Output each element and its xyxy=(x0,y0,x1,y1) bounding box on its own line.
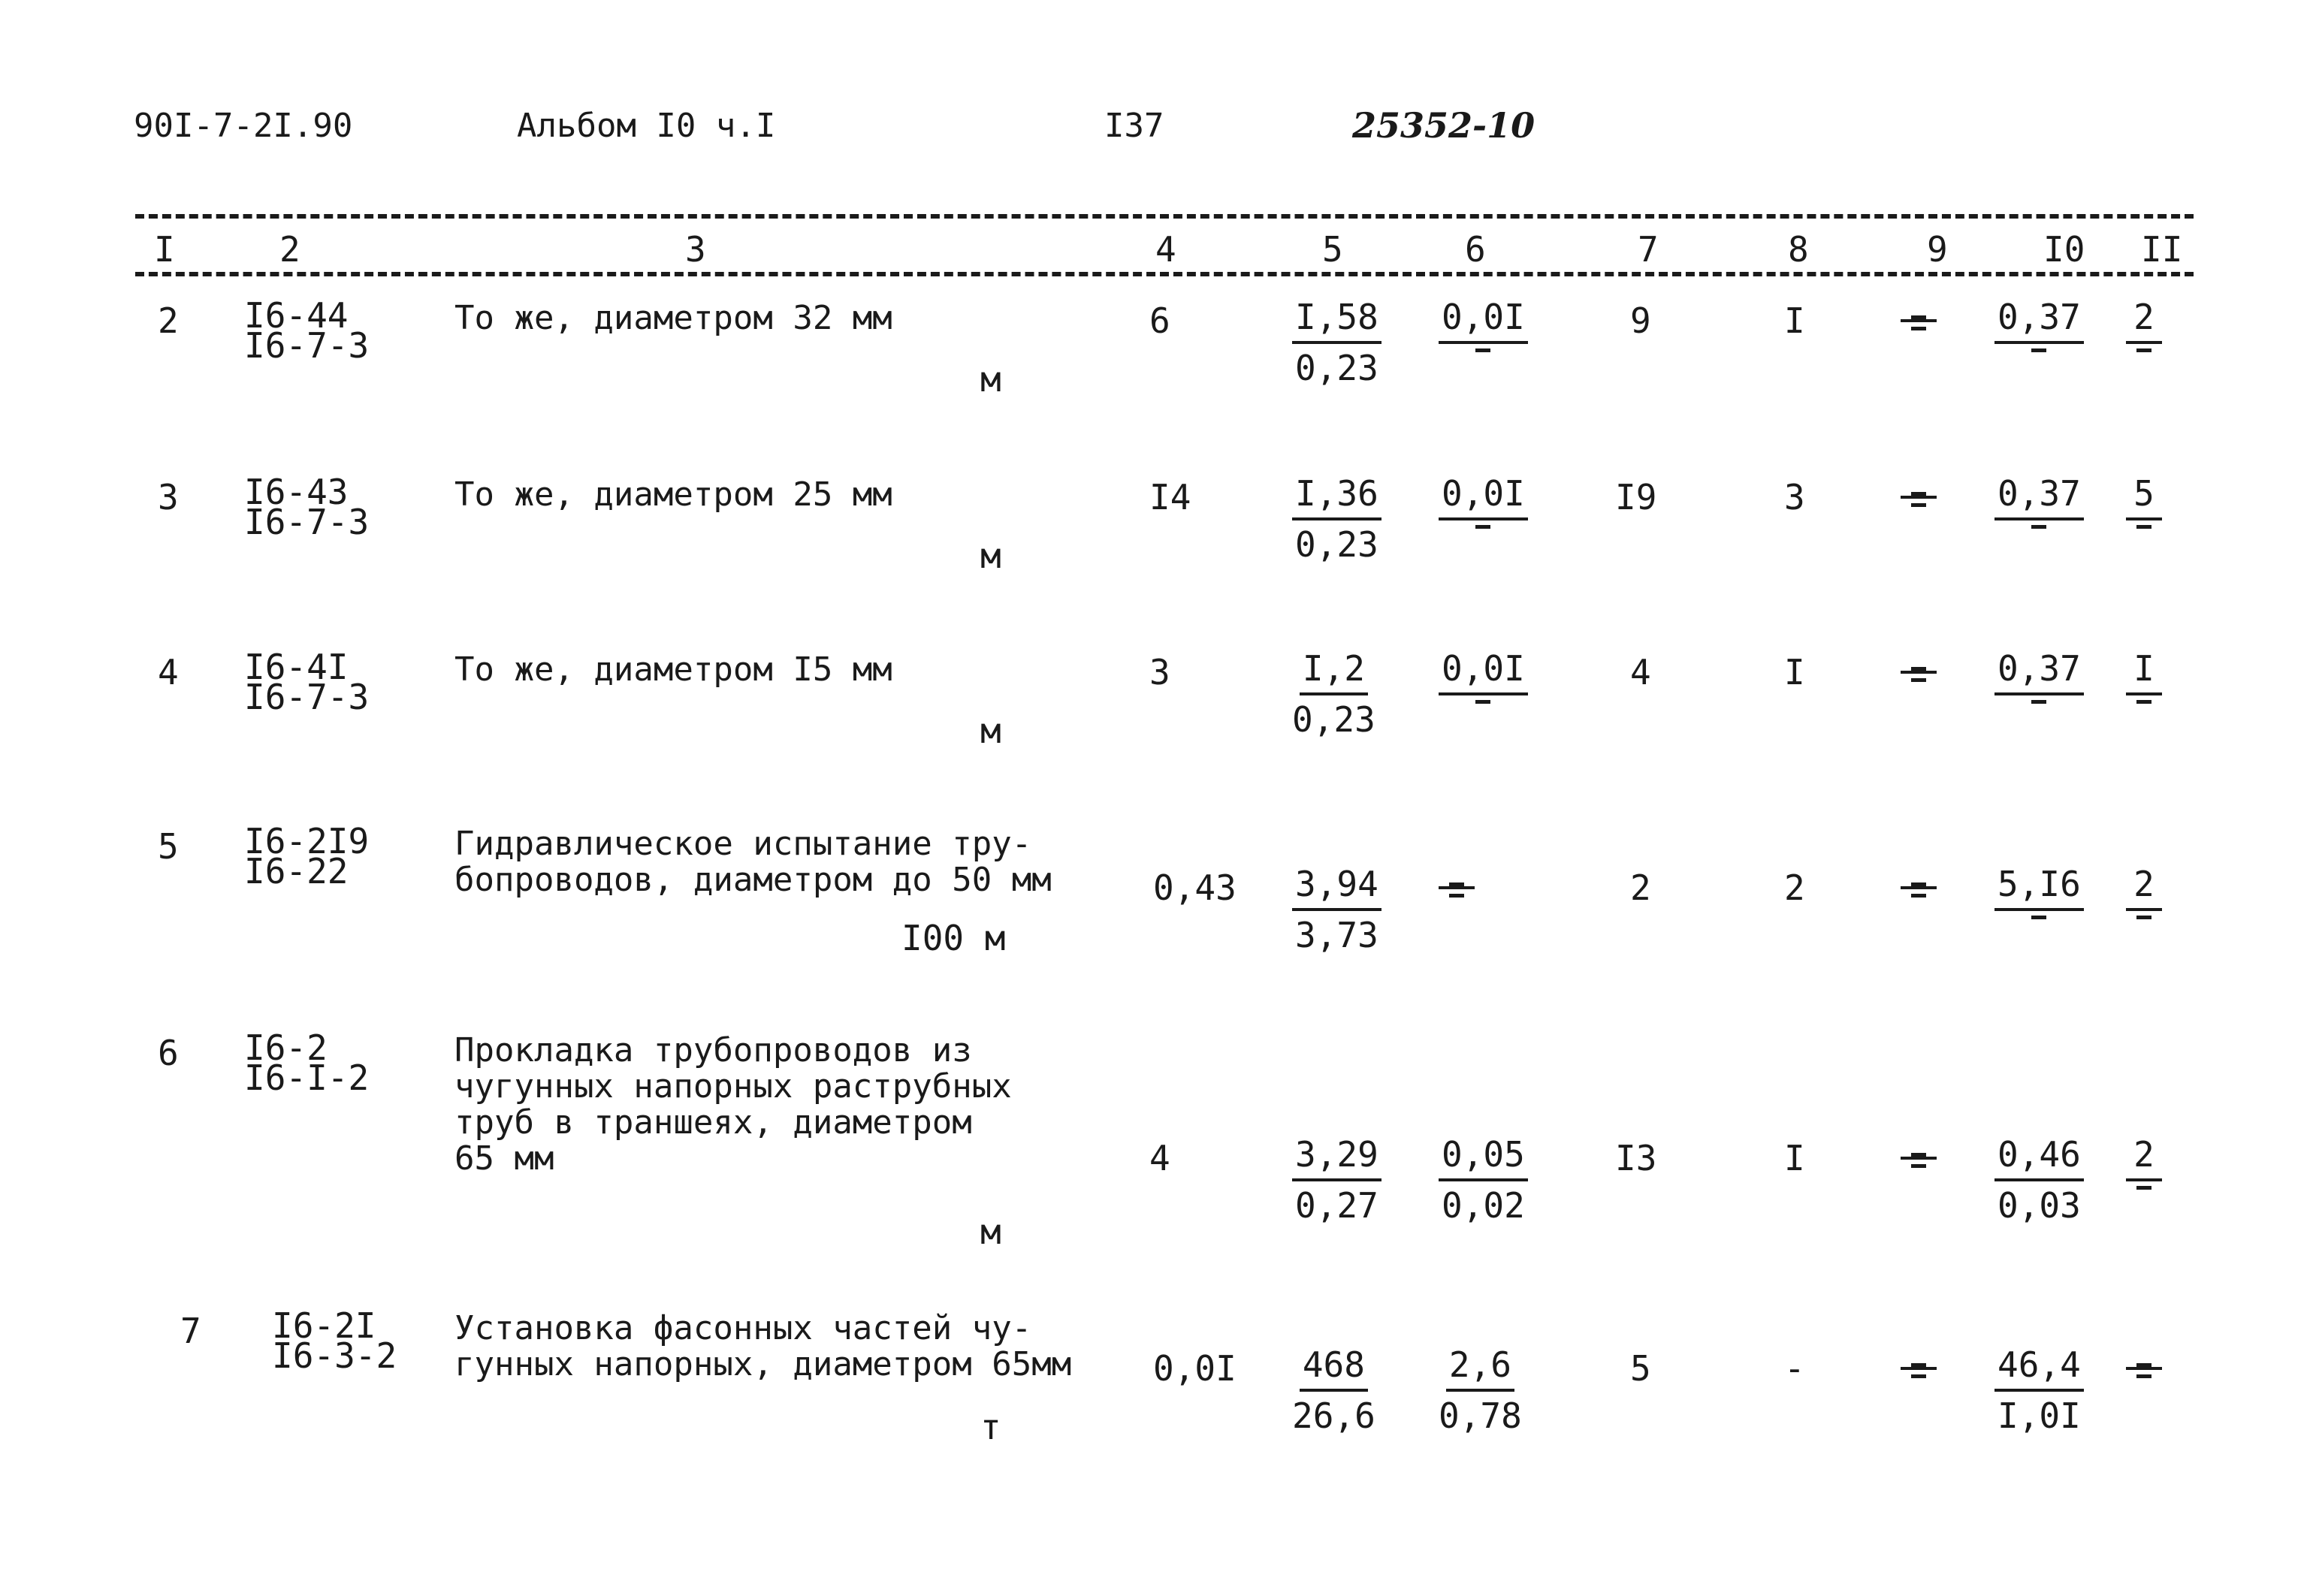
col11-fraction xyxy=(2126,469,2162,569)
rate-code: I6-2I xyxy=(272,1305,376,1346)
col11-fraction xyxy=(2126,644,2162,744)
col8-value: 3 xyxy=(1784,477,1805,517)
col9-fraction xyxy=(1901,1130,1937,1208)
col9-fraction-bottom xyxy=(1911,674,1926,722)
col6-fraction-top: 2,6 xyxy=(1446,1341,1514,1392)
rate-code-secondary: I6-3-2 xyxy=(272,1335,397,1376)
handwritten-stamp: 25352-10 xyxy=(1352,105,1535,146)
col11-fraction xyxy=(2126,1341,2162,1418)
column-header-11: II xyxy=(2141,229,2183,270)
col6-fraction xyxy=(1439,1341,1522,1440)
col11-fraction xyxy=(2126,860,2162,959)
col11-fraction-top xyxy=(2126,1341,2162,1370)
col5-fraction-bottom: 3,73 xyxy=(1295,915,1378,955)
col4-value: 6 xyxy=(1149,300,1170,341)
column-header-3: 3 xyxy=(685,229,706,270)
column-header-4: 4 xyxy=(1155,229,1176,270)
col11-fraction-bottom xyxy=(2136,520,2151,569)
row-number: 2 xyxy=(158,300,179,341)
col9-fraction xyxy=(1901,1341,1937,1418)
column-header-9: 9 xyxy=(1927,229,1948,270)
col6-fraction xyxy=(1439,644,1528,744)
col11-fraction xyxy=(2126,293,2162,392)
rate-code: I6-2I9 xyxy=(244,821,370,861)
col5-fraction-bottom: 0,23 xyxy=(1295,348,1378,388)
col9-fraction-top xyxy=(1901,1341,1937,1370)
work-description: Прокладка трубопроводов из чугунных напорных раструбных труб в траншеях, диаметром 65 мм xyxy=(454,1031,1012,1178)
header-bottom-rule xyxy=(135,272,2194,276)
col5-fraction-top: 468 xyxy=(1300,1341,1368,1392)
col5-fraction xyxy=(1292,1130,1381,1229)
unit-of-measure: т xyxy=(980,1407,1001,1447)
col11-fraction-top: 2 xyxy=(2126,860,2162,911)
col11-fraction-bottom xyxy=(2136,1181,2151,1229)
col6-fraction-bottom: 0,02 xyxy=(1442,1185,1525,1226)
work-description: То же, диаметром 25 мм xyxy=(454,475,892,514)
col11-fraction-top: 2 xyxy=(2126,293,2162,344)
col8-value: - xyxy=(1784,1348,1805,1389)
col5-fraction xyxy=(1292,860,1381,959)
column-header-10: I0 xyxy=(2043,229,2085,270)
col9-fraction-top xyxy=(1901,293,1937,322)
col8-value: I xyxy=(1784,652,1805,692)
col5-fraction-top: 3,29 xyxy=(1292,1130,1381,1181)
col10-fraction-top: 0,37 xyxy=(1994,469,2084,520)
col11-fraction-top: 5 xyxy=(2126,469,2162,520)
col6-fraction-top: 0,0I xyxy=(1439,293,1528,344)
col7-value: 4 xyxy=(1630,652,1651,692)
rate-code: I6-2 xyxy=(244,1027,328,1068)
col10-fraction-top: 5,I6 xyxy=(1994,860,2084,911)
col4-value: I4 xyxy=(1149,477,1191,517)
col10-fraction-bottom: 0,03 xyxy=(1997,1185,2081,1226)
col11-fraction-bottom xyxy=(2136,695,2151,744)
col7-value: I3 xyxy=(1615,1138,1657,1178)
row-number: 3 xyxy=(158,477,179,517)
document-code: 90I-7-2I.90 xyxy=(134,107,353,145)
rate-code: I6-4I xyxy=(244,647,349,687)
col9-fraction-bottom xyxy=(1911,1370,1926,1418)
col10-fraction xyxy=(1994,469,2084,569)
col5-fraction-top: I,2 xyxy=(1300,644,1368,695)
col6-fraction-bottom xyxy=(1475,695,1490,744)
row-number: 5 xyxy=(158,826,179,867)
unit-of-measure: м xyxy=(980,711,1001,751)
col11-fraction-bottom xyxy=(2136,344,2151,392)
col5-fraction-bottom: 26,6 xyxy=(1292,1395,1375,1436)
col9-fraction-top xyxy=(1901,860,1937,889)
rate-code-secondary: I6-7-3 xyxy=(244,325,370,366)
rate-code-secondary: I6-7-3 xyxy=(244,677,370,717)
col4-value: 0,0I xyxy=(1153,1348,1237,1389)
col11-fraction-bottom xyxy=(2136,911,2151,959)
col6-fraction xyxy=(1439,469,1528,569)
col6-fraction-top: 0,05 xyxy=(1439,1130,1528,1181)
page-number: I37 xyxy=(1104,107,1164,145)
col10-fraction-bottom xyxy=(2031,911,2046,959)
unit-of-measure: м xyxy=(980,359,1001,400)
col10-fraction-top: 46,4 xyxy=(1994,1341,2084,1392)
col5-fraction xyxy=(1292,469,1381,569)
row-number: 4 xyxy=(158,652,179,692)
col9-fraction-bottom xyxy=(1911,889,1926,937)
col9-fraction-top xyxy=(1901,469,1937,499)
rate-code-secondary: I6-I-2 xyxy=(244,1057,370,1098)
col6-fraction-bottom: 0,78 xyxy=(1439,1395,1522,1436)
col7-value: 5 xyxy=(1630,1348,1651,1389)
col6-fraction-top: 0,0I xyxy=(1439,469,1528,520)
work-description: То же, диаметром I5 мм xyxy=(454,650,892,689)
col9-fraction-bottom xyxy=(1911,1160,1926,1208)
col5-fraction xyxy=(1292,644,1375,744)
col8-value: I xyxy=(1784,1138,1805,1178)
col9-fraction-top xyxy=(1901,1130,1937,1160)
column-header-7: 7 xyxy=(1638,229,1659,270)
col5-fraction xyxy=(1292,293,1381,392)
work-description: Гидравлическое испытание тру- бопроводов, диаметром до 50 мм xyxy=(454,825,1052,899)
column-header-6: 6 xyxy=(1465,229,1486,270)
col8-value: I xyxy=(1784,300,1805,341)
col10-fraction-top: 0,37 xyxy=(1994,293,2084,344)
col10-fraction xyxy=(1994,1130,2084,1229)
col6-fraction-bottom xyxy=(1449,889,1464,937)
col5-fraction xyxy=(1292,1341,1375,1440)
col8-value: 2 xyxy=(1784,867,1805,908)
col10-fraction-bottom xyxy=(2031,695,2046,744)
column-header-8: 8 xyxy=(1788,229,1809,270)
col9-fraction-top xyxy=(1901,644,1937,674)
col9-fraction-bottom xyxy=(1911,322,1926,370)
column-header-1: I xyxy=(154,229,175,270)
rate-code-secondary: I6-7-3 xyxy=(244,502,370,542)
col6-fraction xyxy=(1439,293,1528,392)
col11-fraction-top: 2 xyxy=(2126,1130,2162,1181)
row-number: 6 xyxy=(158,1033,179,1073)
col10-fraction-bottom: I,0I xyxy=(1997,1395,2081,1436)
col7-value: 2 xyxy=(1630,867,1651,908)
rate-code: I6-44 xyxy=(244,295,349,336)
col7-value: 9 xyxy=(1630,300,1651,341)
col4-value: 4 xyxy=(1149,1138,1170,1178)
work-description: То же, диаметром 32 мм xyxy=(454,299,892,337)
col4-value: 0,43 xyxy=(1153,867,1237,908)
unit-of-measure: I00 м xyxy=(901,918,1006,958)
unit-of-measure: м xyxy=(980,536,1001,576)
col11-fraction-bottom xyxy=(2136,1370,2151,1418)
unit-of-measure: м xyxy=(980,1211,1001,1252)
col6-fraction-top: 0,0I xyxy=(1439,644,1528,695)
col10-fraction xyxy=(1994,644,2084,744)
col6-fraction xyxy=(1439,1130,1528,1229)
col10-fraction xyxy=(1994,860,2084,959)
col5-fraction-top: I,58 xyxy=(1292,293,1381,344)
col6-fraction xyxy=(1439,860,1475,937)
work-description: Установка фасонных частей чу- гунных напорных, диаметром 65мм xyxy=(454,1309,1072,1383)
col10-fraction-bottom xyxy=(2031,344,2046,392)
col9-fraction xyxy=(1901,644,1937,722)
rate-code: I6-43 xyxy=(244,472,349,512)
col5-fraction-bottom: 0,23 xyxy=(1295,524,1378,565)
col6-fraction-bottom xyxy=(1475,520,1490,569)
col10-fraction-top: 0,46 xyxy=(1994,1130,2084,1181)
col4-value: 3 xyxy=(1149,652,1170,692)
col5-fraction-bottom: 0,23 xyxy=(1292,699,1375,740)
col9-fraction xyxy=(1901,860,1937,937)
col9-fraction xyxy=(1901,293,1937,370)
col9-fraction-bottom xyxy=(1911,499,1926,547)
col11-fraction-top: I xyxy=(2126,644,2162,695)
col7-value: I9 xyxy=(1615,477,1657,517)
rate-code-secondary: I6-22 xyxy=(244,851,349,892)
col6-fraction-bottom xyxy=(1475,344,1490,392)
header-top-rule xyxy=(135,214,2194,219)
col5-fraction-top: I,36 xyxy=(1292,469,1381,520)
row-number: 7 xyxy=(180,1311,201,1351)
col10-fraction-bottom xyxy=(2031,520,2046,569)
column-header-5: 5 xyxy=(1322,229,1343,270)
column-header-2: 2 xyxy=(279,229,300,270)
album-label: Альбом I0 ч.I xyxy=(517,107,776,145)
col6-fraction-top xyxy=(1439,860,1475,889)
col10-fraction-top: 0,37 xyxy=(1994,644,2084,695)
col9-fraction xyxy=(1901,469,1937,547)
col11-fraction xyxy=(2126,1130,2162,1229)
col10-fraction xyxy=(1994,293,2084,392)
col5-fraction-bottom: 0,27 xyxy=(1295,1185,1378,1226)
col10-fraction xyxy=(1994,1341,2084,1440)
col5-fraction-top: 3,94 xyxy=(1292,860,1381,911)
